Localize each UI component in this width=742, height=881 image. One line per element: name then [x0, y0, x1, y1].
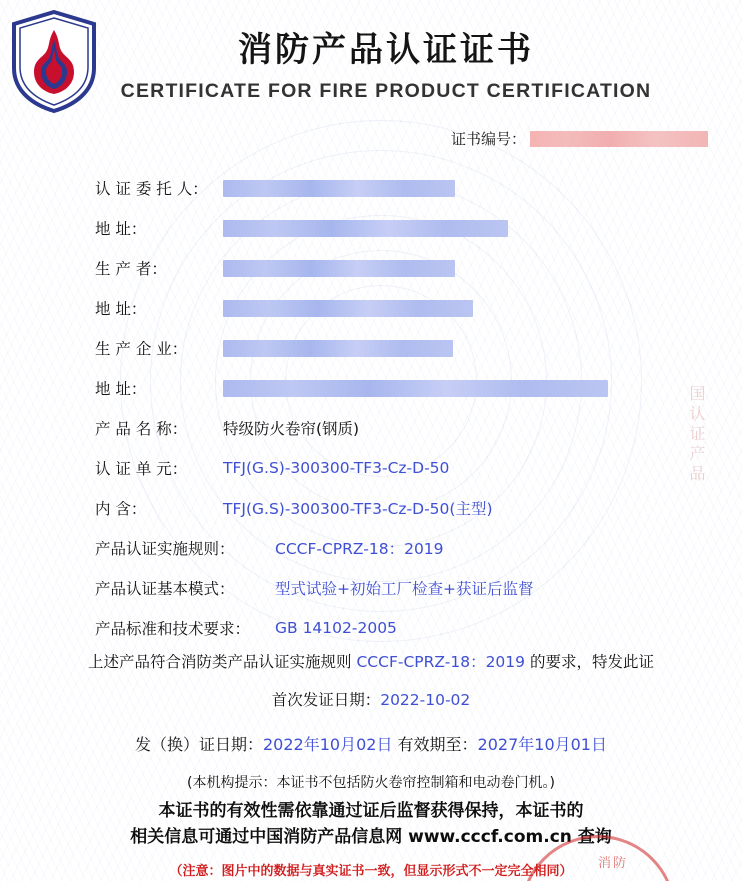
- validity-notice: [0, 798, 742, 850]
- field-label-applicant: 认 证 委 托 人：: [95, 180, 208, 198]
- fields-list: [95, 168, 715, 648]
- field-value-applicant-address-redacted: [223, 220, 508, 237]
- certificate-number-label: 证书编号：: [450, 130, 526, 148]
- statement-suffix: 的要求，特发此证: [525, 653, 654, 671]
- field-label-implementation-rule: 产品认证实施规则：: [95, 540, 235, 558]
- official-seal-text: 消防: [598, 856, 629, 871]
- certificate-number-row: [451, 128, 708, 149]
- field-value-includes: TFJ(G.S)-300300-TF3-Cz-D-50(主型): [223, 500, 493, 518]
- field-value-producer-address-redacted: [223, 300, 473, 317]
- issue-date-label: 发（换）证日期：: [134, 735, 263, 754]
- field-row-producer: [95, 248, 715, 288]
- issue-date-value: 2022年10月02日: [263, 735, 393, 754]
- issue-dates-row: [0, 732, 742, 755]
- first-issue-value: 2022-10-02: [380, 691, 471, 709]
- valid-until-label: 有效期至：: [392, 735, 478, 754]
- watermark-vertical-text: 国认证产品: [687, 385, 706, 485]
- field-row-applicant-address: [95, 208, 715, 248]
- field-row-includes: [95, 488, 715, 528]
- field-label-manufacturer-address: 地 址：: [95, 380, 147, 398]
- field-value-manufacturer-address-redacted: [223, 380, 608, 397]
- field-label-certification-unit: 认 证 单 元：: [95, 460, 188, 478]
- field-label-manufacturer: 生 产 企 业：: [95, 340, 188, 358]
- field-value-applicant-redacted: [223, 180, 455, 197]
- field-label-certification-mode: 产品认证基本模式：: [95, 580, 235, 598]
- field-row-certification-mode: [95, 568, 715, 608]
- field-value-certification-unit: TFJ(G.S)-300300-TF3-Cz-D-50: [223, 459, 450, 477]
- image-disclaimer: （注意：图片中的数据与真实证书一致，但显示形式不一定完全相同）: [169, 864, 573, 879]
- page-title-cn: 消防产品认证证书: [238, 30, 534, 70]
- field-value-certification-mode: 型式试验+初始工厂检查+获证后监督: [275, 580, 534, 598]
- exclusion-note: (本机构提示：本证书不包括防火卷帘控制箱和电动卷门机。): [187, 775, 555, 791]
- valid-until-value: 2027年10月01日: [477, 735, 607, 754]
- field-value-implementation-rule: CCCF-CPRZ-18：2019: [275, 540, 444, 558]
- field-row-manufacturer-address: [95, 368, 715, 408]
- field-label-includes: 内 含：: [95, 500, 147, 518]
- field-row-implementation-rule: [95, 528, 715, 568]
- field-row-producer-address: [95, 288, 715, 328]
- field-label-producer-address: 地 址：: [95, 300, 147, 318]
- field-row-applicant: [95, 168, 715, 208]
- field-label-standard: 产品标准和技术要求：: [95, 620, 251, 638]
- field-value-product-name: 特级防火卷帘(钢质): [223, 420, 360, 438]
- field-label-producer: 生 产 者：: [95, 260, 167, 278]
- field-value-producer-redacted: [223, 260, 455, 277]
- first-issue-row: [0, 688, 742, 710]
- validity-notice-line-2: 相关信息可通过中国消防产品信息网 www.cccf.com.cn 查询: [130, 827, 612, 847]
- first-issue-label: 首次发证日期：: [271, 691, 381, 709]
- field-value-standard: GB 14102-2005: [275, 619, 397, 637]
- certificate-number-redacted-value: [530, 131, 708, 147]
- field-row-product-name: [95, 408, 715, 448]
- title-block: [0, 22, 742, 103]
- validity-notice-line-1: 本证书的有效性需依靠通过证后监督获得保持，本证书的: [158, 801, 584, 821]
- field-value-manufacturer-redacted: [223, 340, 453, 357]
- conformance-statement: [0, 650, 742, 672]
- field-row-certification-unit: [95, 448, 715, 488]
- statement-rule: CCCF-CPRZ-18：2019: [356, 653, 526, 671]
- field-row-manufacturer: [95, 328, 715, 368]
- page-title-en: CERTIFICATE FOR FIRE PRODUCT CERTIFICATION: [120, 80, 652, 102]
- field-label-applicant-address: 地 址：: [95, 220, 147, 238]
- field-label-product-name: 产 品 名 称：: [95, 420, 188, 438]
- statement-prefix: 上述产品符合消防类产品认证实施规则: [88, 653, 357, 671]
- field-row-standard: [95, 608, 715, 648]
